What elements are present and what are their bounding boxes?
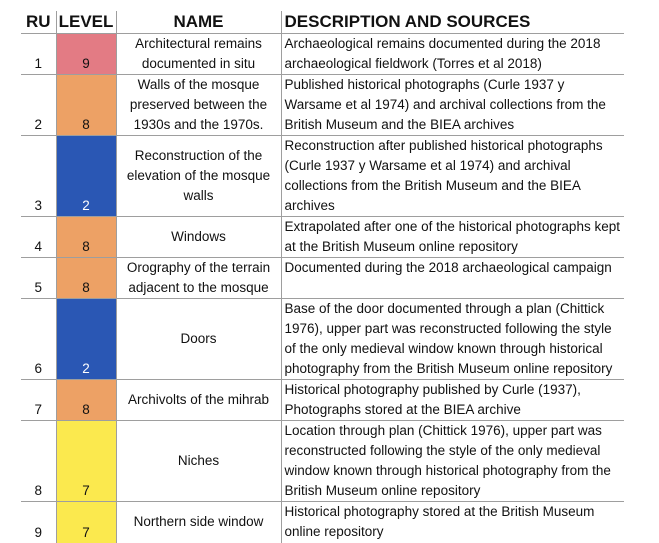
table-header-row bbox=[21, 11, 624, 34]
name-cell: Northern side window bbox=[116, 502, 281, 543]
level-cell: 2 bbox=[56, 299, 116, 380]
description-cell: Location through plan (Chittick 1976), upper part was reconstructed following the style of the only medieval window known through historical photography from the British Museum online repository bbox=[281, 421, 624, 502]
level-cell: 8 bbox=[56, 380, 116, 421]
column-header-name: NAME bbox=[116, 11, 281, 34]
description-cell: Historical photography published by Curle (1937), Photographs stored at the BIEA archive bbox=[281, 380, 624, 421]
level-cell: 7 bbox=[56, 421, 116, 502]
table-row bbox=[21, 217, 624, 258]
name-cell: Niches bbox=[116, 421, 281, 502]
name-cell: Walls of the mosque preserved between the 1930s and the 1970s. bbox=[116, 75, 281, 136]
name-cell: Doors bbox=[116, 299, 281, 380]
name-cell: Architectural remains documented in situ bbox=[116, 34, 281, 75]
description-cell: Published historical photographs (Curle 1937 y Warsame et al 1974) and archival collections from the British Museum and the BIEA archives bbox=[281, 75, 624, 136]
description-cell: Historical photography stored at the British Museum online repository bbox=[281, 502, 624, 543]
ru-cell: 6 bbox=[21, 299, 56, 380]
table-row bbox=[21, 299, 624, 380]
reconstruction-units-table bbox=[21, 11, 624, 543]
ru-cell: 1 bbox=[21, 34, 56, 75]
column-header-level: LEVEL bbox=[56, 11, 116, 34]
ru-cell: 3 bbox=[21, 136, 56, 217]
name-cell: Archivolts of the mihrab bbox=[116, 380, 281, 421]
ru-cell: 5 bbox=[21, 258, 56, 299]
table-row bbox=[21, 258, 624, 299]
description-cell: Extrapolated after one of the historical photographs kept at the British Museum online repository bbox=[281, 217, 624, 258]
ru-cell: 7 bbox=[21, 380, 56, 421]
ru-cell: 8 bbox=[21, 421, 56, 502]
table-row bbox=[21, 502, 624, 543]
level-cell: 9 bbox=[56, 34, 116, 75]
table-row bbox=[21, 75, 624, 136]
name-cell: Orography of the terrain adjacent to the mosque bbox=[116, 258, 281, 299]
description-cell: Archaeological remains documented during the 2018 archaeological fieldwork (Torres et al 2018) bbox=[281, 34, 624, 75]
level-cell: 8 bbox=[56, 258, 116, 299]
table-row bbox=[21, 380, 624, 421]
name-cell: Windows bbox=[116, 217, 281, 258]
level-cell: 8 bbox=[56, 75, 116, 136]
ru-cell: 9 bbox=[21, 502, 56, 543]
column-header-description: DESCRIPTION AND SOURCES bbox=[281, 11, 624, 34]
column-header-ru: RU bbox=[21, 11, 56, 34]
name-cell: Reconstruction of the elevation of the mosque walls bbox=[116, 136, 281, 217]
ru-cell: 4 bbox=[21, 217, 56, 258]
table-row bbox=[21, 421, 624, 502]
level-cell: 8 bbox=[56, 217, 116, 258]
description-cell: Base of the door documented through a plan (Chittick 1976), upper part was reconstructed following the style of the only medieval window known through historical photography from the British Museum online repository bbox=[281, 299, 624, 380]
level-cell: 2 bbox=[56, 136, 116, 217]
description-cell: Reconstruction after published historical photographs (Curle 1937 y Warsame et al 1974) and archival collections from the British Museum and the BIEA archives bbox=[281, 136, 624, 217]
description-cell: Documented during the 2018 archaeological campaign bbox=[281, 258, 624, 299]
ru-cell: 2 bbox=[21, 75, 56, 136]
level-cell: 7 bbox=[56, 502, 116, 543]
table-row bbox=[21, 136, 624, 217]
table-row bbox=[21, 34, 624, 75]
